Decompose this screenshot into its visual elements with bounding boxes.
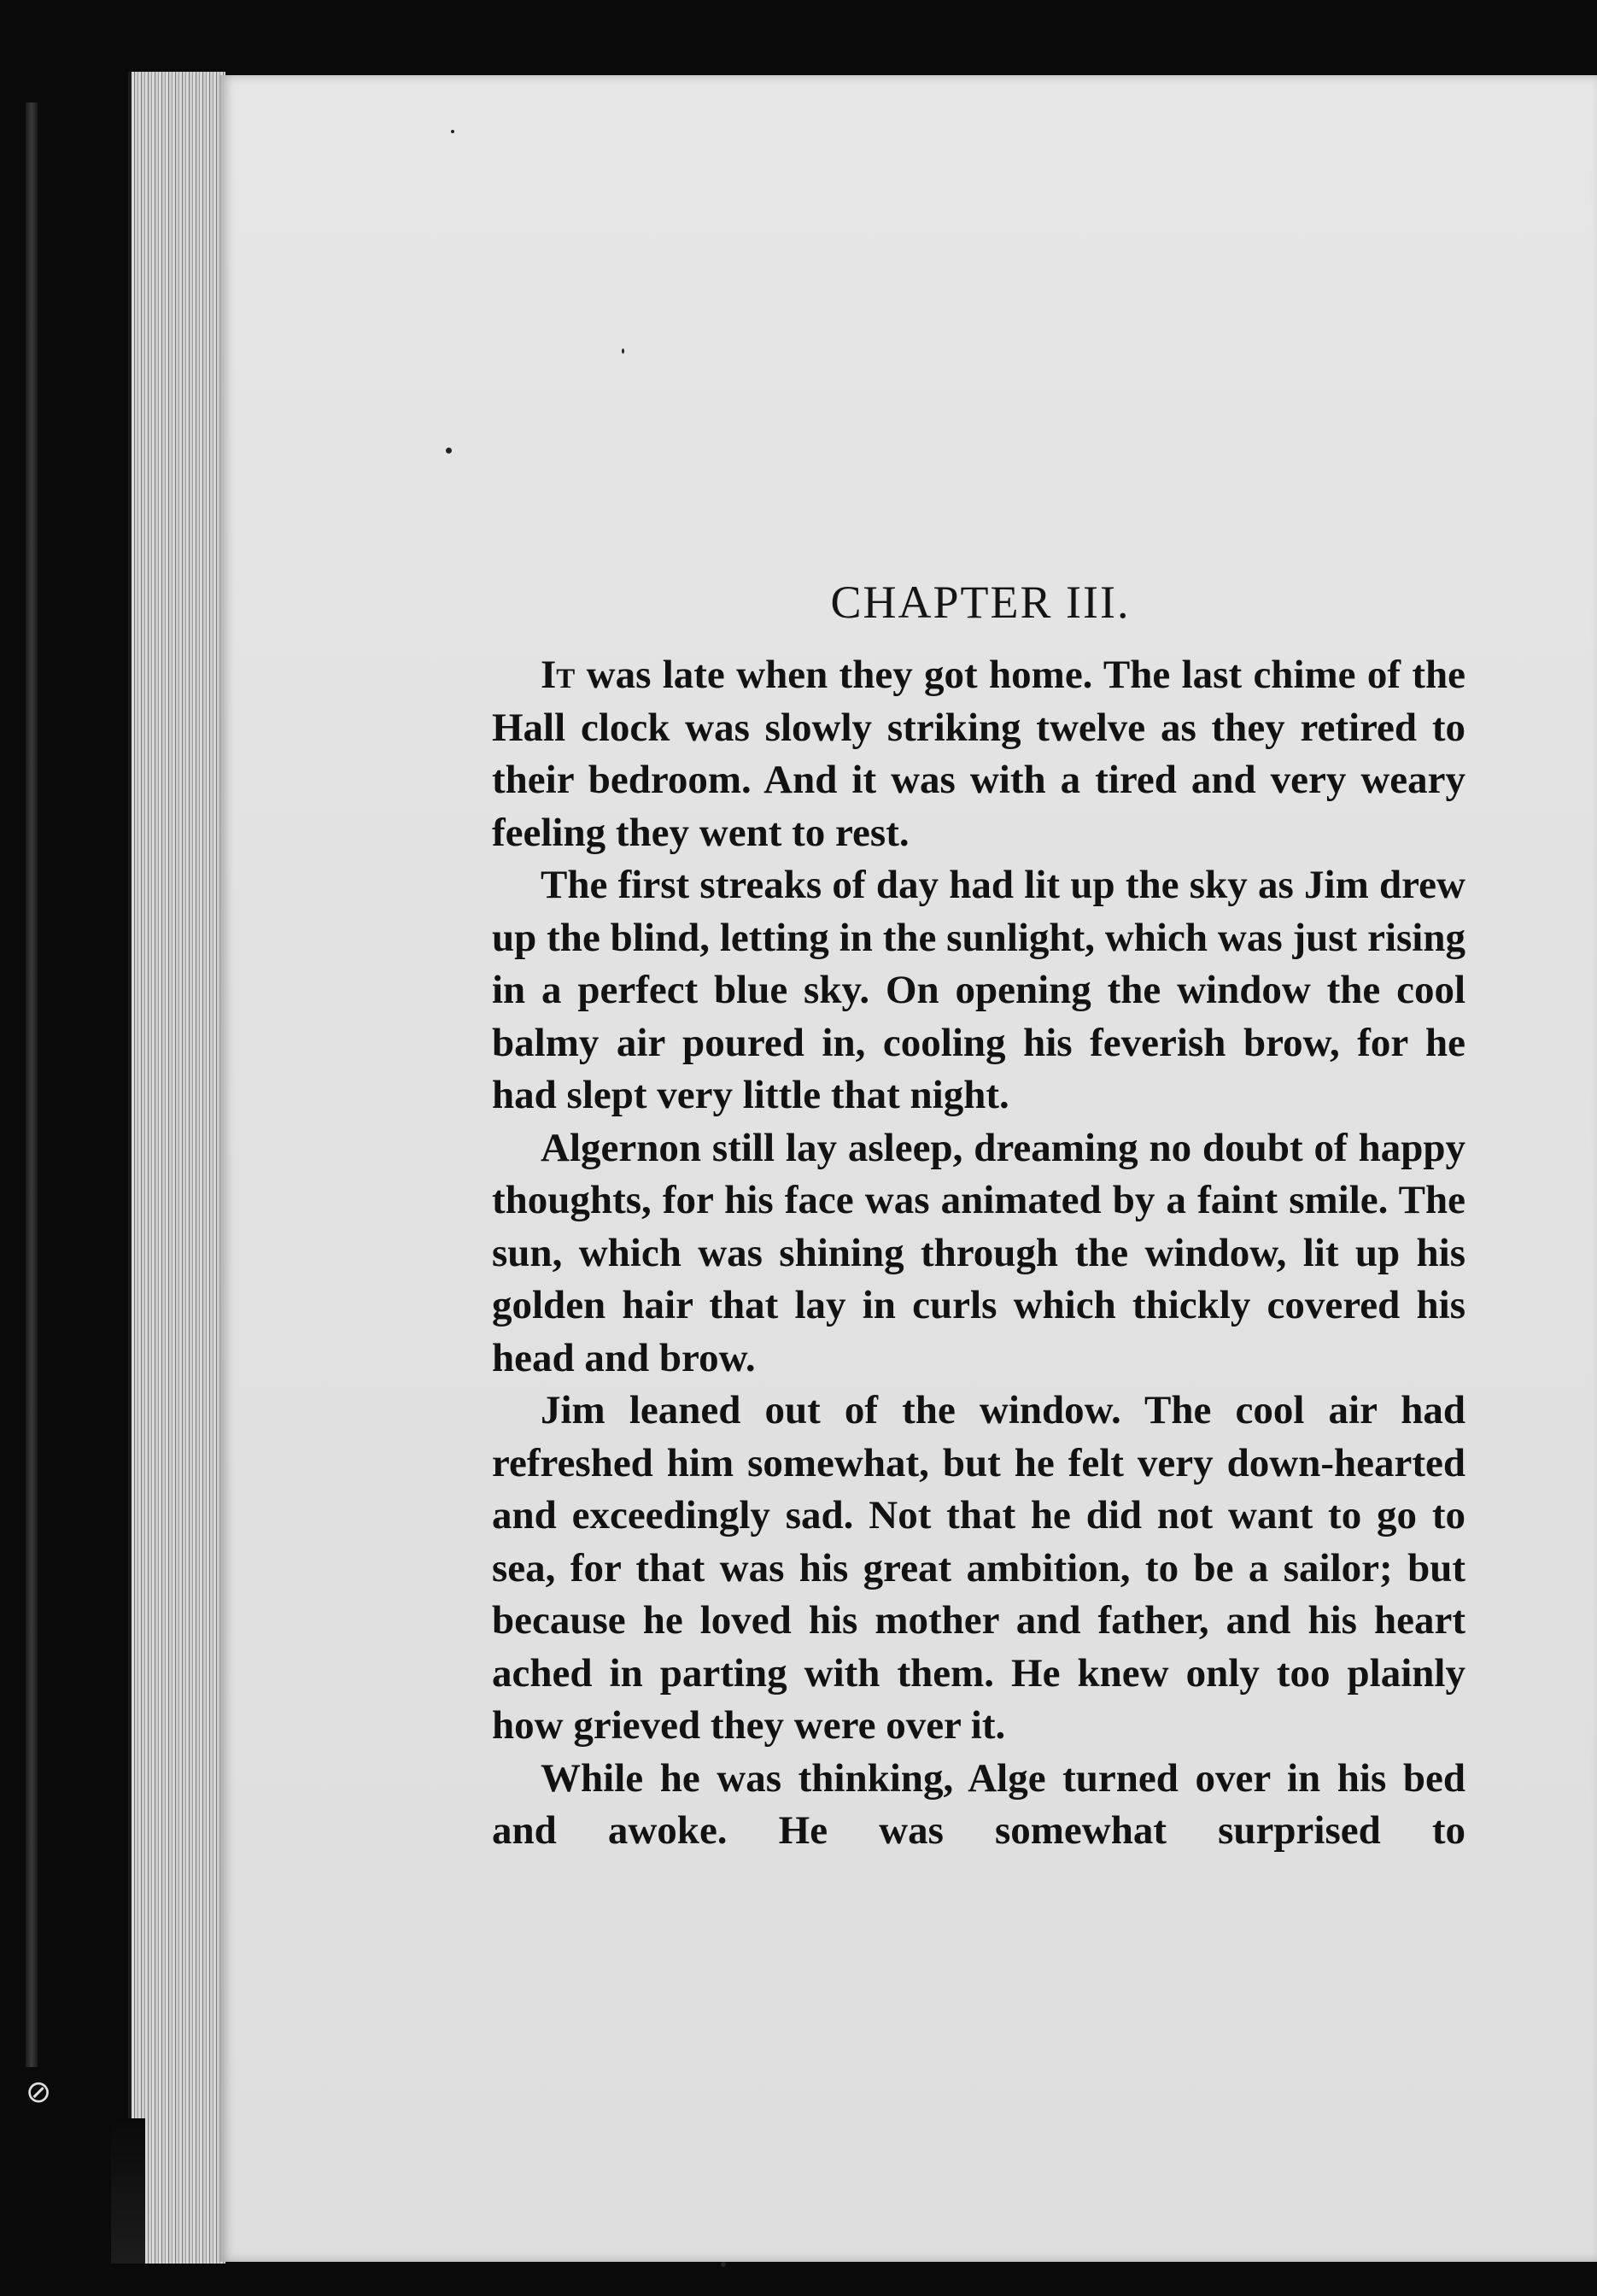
paragraph-text: was late when they got home. The last chime of the Hall clock was slowly striking twelve as they retired to their bedroom. And it was with a tired and very weary feeling they went to rest. — [492, 653, 1465, 855]
paragraph-4 — [492, 1385, 1465, 1753]
ink-speck — [721, 2262, 726, 2267]
book-page-edges — [128, 72, 225, 2264]
paragraph-3 — [492, 1122, 1465, 1385]
paragraph-text: The first streaks of day had lit up the sky as Jim drew up the blind, letting in the sunlight, which was just rising in a perfect blue sky. On opening the window the cool balmy air poured in, cooling his feverish brow, for he had slept very little that night. — [492, 863, 1465, 1117]
ink-speck — [451, 130, 454, 133]
paragraph-text: Jim leaned out of the window. The cool air had refreshed him somewhat, but he felt very down-hearted and exceedingly sad. Not that he did not want to go to sea, for that was his great ambition, to be a sailor; but because he loved his mother and father, and his heart ached in parting with them. He knew only too plainly how grieved they were over it. — [492, 1388, 1465, 1748]
paragraph-5 — [492, 1753, 1465, 1858]
paragraph-1 — [492, 649, 1465, 859]
book-spine-strip — [26, 102, 38, 2067]
drop-lead-word: It — [541, 653, 576, 697]
paragraph-text: While he was thinking, Alge turned over in his bed and awoke. He was somewhat surprised to — [492, 1755, 1465, 1853]
chapter-title: CHAPTER III. — [830, 577, 1131, 629]
scan-target-icon: ⊘ — [26, 2075, 52, 2110]
paragraph-text: Algernon still lay asleep, dreaming no doubt of happy thoughts, for his face was animated by a faint smile. The sun, which was shining through the window, lit up his golden hair that lay in curls which thickly covered his head and brow. — [492, 1125, 1465, 1380]
ink-speck — [446, 448, 452, 454]
ink-speck — [622, 348, 624, 354]
page-edge-shadow — [111, 2118, 145, 2264]
body-text — [492, 649, 1465, 1858]
paragraph-2 — [492, 859, 1465, 1122]
